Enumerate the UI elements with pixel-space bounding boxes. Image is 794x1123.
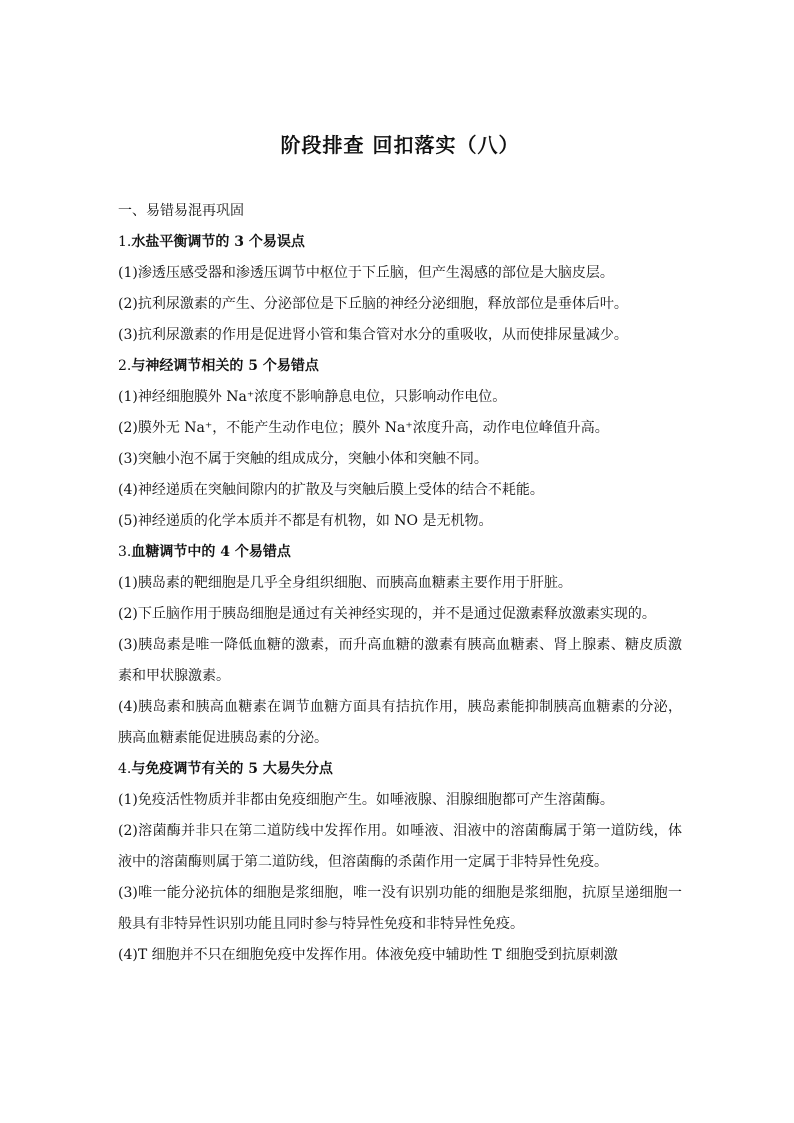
list-item: (3)抗利尿激素的作用是促进肾小管和集合管对水分的重吸收，从而使排尿量减少。 [118, 327, 628, 343]
list-item: (3)胰岛素是唯一降低血糖的激素，而升高血糖的激素有胰高血糖素、肾上腺素、糖皮质激素和甲状腺激素。 [118, 637, 682, 684]
list-item: (3)突触小泡不属于突触的组成成分，突触小体和突触不同。 [118, 451, 488, 467]
list-item: (4)T 细胞并不只在细胞免疫中发挥作用。体液免疫中辅助性 T 细胞受到抗原刺激 [118, 947, 618, 963]
list-item: (1)免疫活性物质并非都由免疫细胞产生。如唾液腺、泪腺细胞都可产生溶菌酶。 [118, 792, 614, 808]
list-item: (2)下丘脑作用于胰岛细胞是通过有关神经实现的，并不是通过促激素释放激素实现的。 [118, 606, 656, 622]
list-item: (1)胰岛素的靶细胞是几乎全身组织细胞、而胰高血糖素主要作用于肝脏。 [118, 575, 572, 591]
section-heading: 一、易错易混再巩固 [118, 203, 244, 219]
group-heading-nerve: 2.与神经调节相关的 5 个易错点 [118, 358, 319, 374]
list-item: (1)渗透压感受器和渗透压调节中枢位于下丘脑，但产生渴感的部位是大脑皮层。 [118, 265, 614, 281]
list-item: (2)膜外无 Na⁺，不能产生动作电位；膜外 Na⁺浓度升高，动作电位峰值升高。 [118, 420, 609, 436]
list-item: (5)神经递质的化学本质并不都是有机物，如 NO 是无机物。 [118, 513, 493, 529]
list-item: (4)神经递质在突触间隙内的扩散及与突触后膜上受体的结合不耗能。 [118, 482, 544, 498]
group-heading-blood-sugar: 3.血糖调节中的 4 个易错点 [118, 544, 291, 560]
page-title: 阶段排查 回扣落实（八） [280, 133, 520, 157]
group-heading-water-salt: 1.水盐平衡调节的 3 个易误点 [118, 234, 305, 250]
group-heading-immune: 4.与免疫调节有关的 5 大易失分点 [118, 761, 333, 777]
list-item: (2)溶菌酶并非只在第二道防线中发挥作用。如唾液、泪液中的溶菌酶属于第一道防线，体液中的溶菌酶则属于第二道防线，但溶菌酶的杀菌作用一定属于非特异性免疫。 [118, 823, 682, 870]
list-item: (3)唯一能分泌抗体的细胞是浆细胞，唯一没有识别功能的细胞是浆细胞，抗原呈递细胞一般具有非特异性识别功能且同时参与特异性免疫和非特异性免疫。 [118, 885, 682, 932]
list-item: (4)胰岛素和胰高血糖素在调节血糖方面具有拮抗作用，胰岛素能抑制胰高血糖素的分泌，胰高血糖素能促进胰岛素的分泌。 [118, 699, 682, 746]
list-item: (2)抗利尿激素的产生、分泌部位是下丘脑的神经分泌细胞，释放部位是垂体后叶。 [118, 296, 628, 312]
list-item: (1)神经细胞膜外 Na⁺浓度不影响静息电位，只影响动作电位。 [118, 389, 507, 405]
document-page [118, 130, 682, 971]
